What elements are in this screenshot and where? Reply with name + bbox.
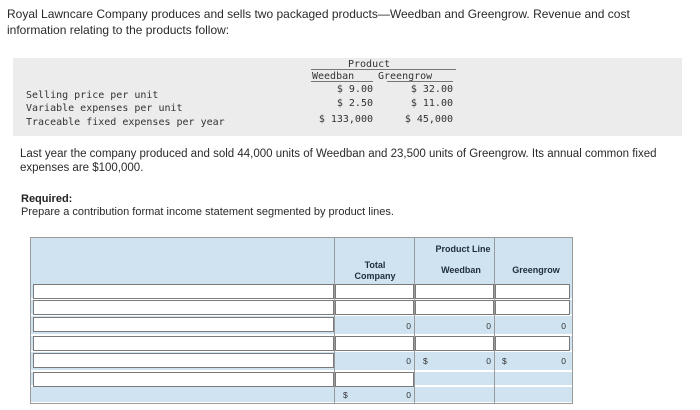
weedban-input[interactable] — [415, 336, 494, 351]
line-item-label-input[interactable] — [33, 336, 334, 351]
total-value: 0 — [406, 321, 411, 331]
line-item-label-input[interactable] — [33, 300, 334, 315]
greengrow-input[interactable] — [495, 284, 570, 299]
total-company-input[interactable] — [335, 284, 414, 299]
greengrow-header: Greengrow — [512, 265, 560, 275]
column-divider — [414, 238, 415, 403]
required-text: Prepare a contribution format income statement segmented by product lines. — [21, 206, 394, 218]
row-label: Traceable fixed expenses per year — [26, 117, 225, 128]
problem-paragraph: Last year the company produced and sold 44,000 units of Weedban and 23,500 units of Greengrow. Its annual common fixed expenses are $100,000. — [20, 148, 657, 174]
col-weedban: Weedban — [312, 71, 355, 82]
required-heading: Required: — [21, 193, 73, 205]
greengrow-input[interactable] — [495, 300, 570, 315]
line-item-label-input[interactable] — [33, 372, 334, 387]
col-greengrow: Greengrow — [378, 71, 433, 82]
greengrow-input[interactable] — [495, 336, 570, 351]
weedban-value: $ 2.50 — [336, 98, 373, 109]
total-company-header: Total Company — [354, 260, 396, 281]
product-group-header: Product — [348, 59, 391, 70]
total-company-input[interactable] — [335, 336, 414, 351]
column-divider — [494, 238, 495, 403]
row-label: Selling price per unit — [26, 90, 159, 101]
product-data-table — [13, 58, 682, 136]
dollar-sign: $ — [423, 356, 428, 366]
weedban-input[interactable] — [415, 300, 494, 315]
greengrow-value: $ 45,000 — [404, 114, 453, 125]
product-line-header: Product Line — [435, 244, 491, 254]
weedban-underline — [311, 81, 373, 82]
weedban-value: $ 9.00 — [336, 84, 373, 95]
line-item-label-input[interactable] — [33, 353, 334, 368]
row-label: Variable expenses per unit — [26, 103, 183, 114]
total-value: 0 — [406, 356, 411, 366]
line-item-label-input[interactable] — [33, 284, 334, 299]
greengrow-value: $ 32.00 — [410, 84, 453, 95]
column-divider — [334, 238, 335, 403]
weedban-header: Weedban — [441, 265, 481, 275]
dollar-sign: $ — [502, 356, 507, 366]
weedban-value: $ 133,000 — [318, 114, 373, 125]
problem-intro: Royal Lawncare Company produces and sells two packaged products—Weedban and Greengrow. Revenue and cost information relating to the products follow: — [7, 7, 630, 37]
weedban-value: 0 — [486, 321, 491, 331]
weedban-input[interactable] — [415, 284, 494, 299]
total-company-input[interactable] — [335, 372, 414, 387]
greengrow-value: 0 — [561, 321, 566, 331]
greengrow-value: $ 11.00 — [410, 98, 453, 109]
income-statement-table — [30, 237, 573, 404]
line-item-label-input[interactable] — [33, 317, 334, 332]
total-value: 0 — [406, 390, 411, 400]
total-company-input[interactable] — [335, 300, 414, 315]
greengrow-value: 0 — [561, 356, 566, 366]
statement-row — [31, 387, 572, 402]
product-underline — [311, 69, 456, 70]
greengrow-underline — [387, 81, 453, 82]
dollar-sign: $ — [343, 390, 348, 400]
weedban-value: 0 — [486, 356, 491, 366]
